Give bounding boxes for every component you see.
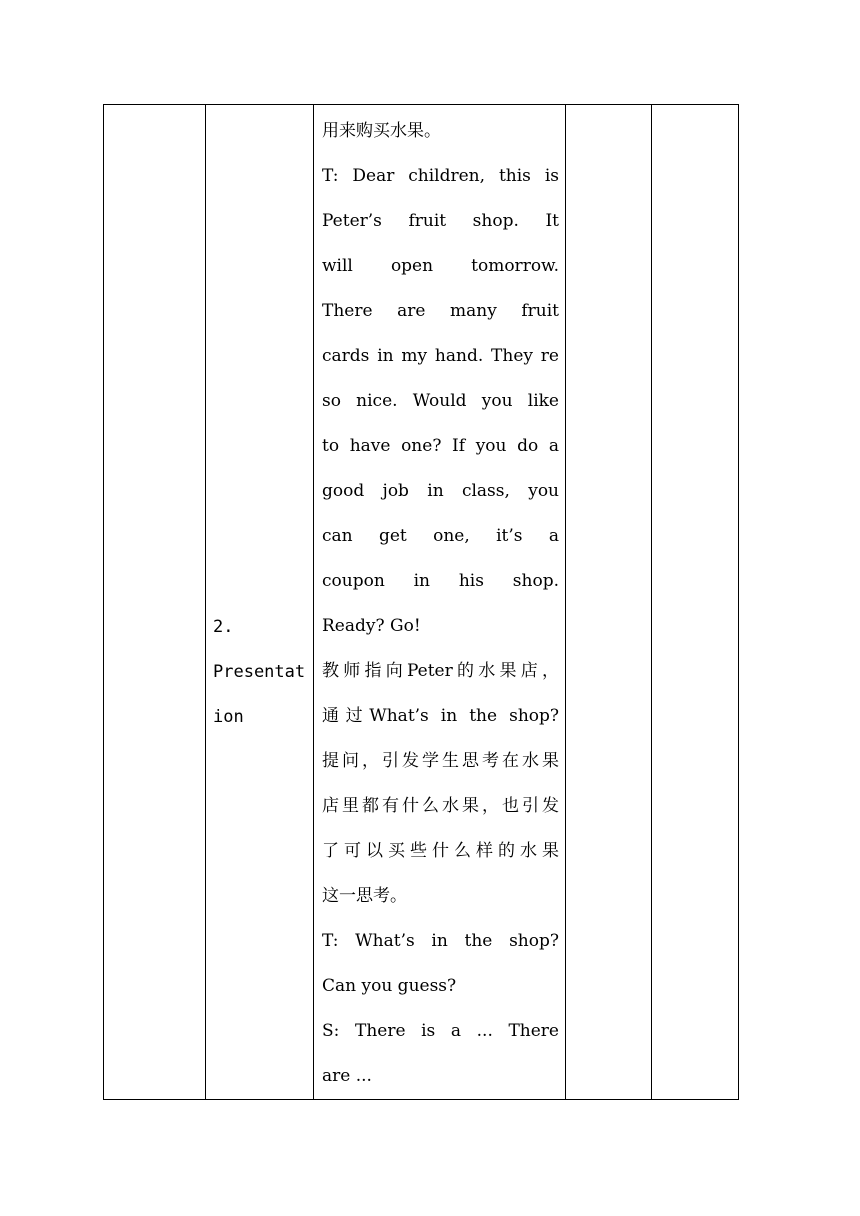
table-row [104, 105, 739, 1100]
content-line: 这一思考。 [322, 886, 407, 906]
empty-cell-col5 [652, 105, 739, 1100]
lesson-plan-table [103, 104, 739, 1100]
content-line: Can you guess? [322, 976, 457, 996]
empty-cell-col1 [104, 105, 206, 1100]
content-line: T: Dear children, this is [322, 166, 559, 186]
content-line: 用来购买水果。 [322, 121, 441, 141]
content-line: can get one, it’s a [322, 526, 559, 546]
content-line: good job in class, you [322, 481, 559, 501]
content-line: are ... [322, 1066, 372, 1086]
empty-cell-col4 [566, 105, 652, 1100]
stage-label [213, 605, 311, 740]
content-line: Ready? Go! [322, 616, 421, 636]
activity-content-cell [314, 105, 566, 1100]
content-line: There are many fruit [322, 301, 559, 321]
content-line: to have one? If you do a [322, 436, 559, 456]
content-line: will open tomorrow. [322, 256, 559, 276]
content-line: S: There is a ... There [322, 1021, 559, 1041]
content-line: 了可以买些什么样的水果 [322, 841, 559, 861]
content-line: 提问，引发学生思考在水果 [322, 751, 559, 771]
content-line: 教师指向Peter的水果店， [322, 661, 559, 681]
content-line: cards in my hand. They re [322, 346, 559, 366]
stage-name: Presentation [213, 662, 306, 727]
stage-number: 2. [213, 617, 234, 637]
activity-content [322, 105, 559, 1099]
content-line: 店里都有什么水果，也引发 [322, 796, 559, 816]
content-line: 通过What’s in the shop? [322, 706, 559, 726]
content-line: Peter’s fruit shop. It [322, 211, 559, 231]
stage-cell [206, 105, 314, 1100]
content-line: T: What’s in the shop? [322, 931, 559, 951]
content-line: so nice. Would you like [322, 391, 559, 411]
content-line: coupon in his shop. [322, 571, 559, 591]
